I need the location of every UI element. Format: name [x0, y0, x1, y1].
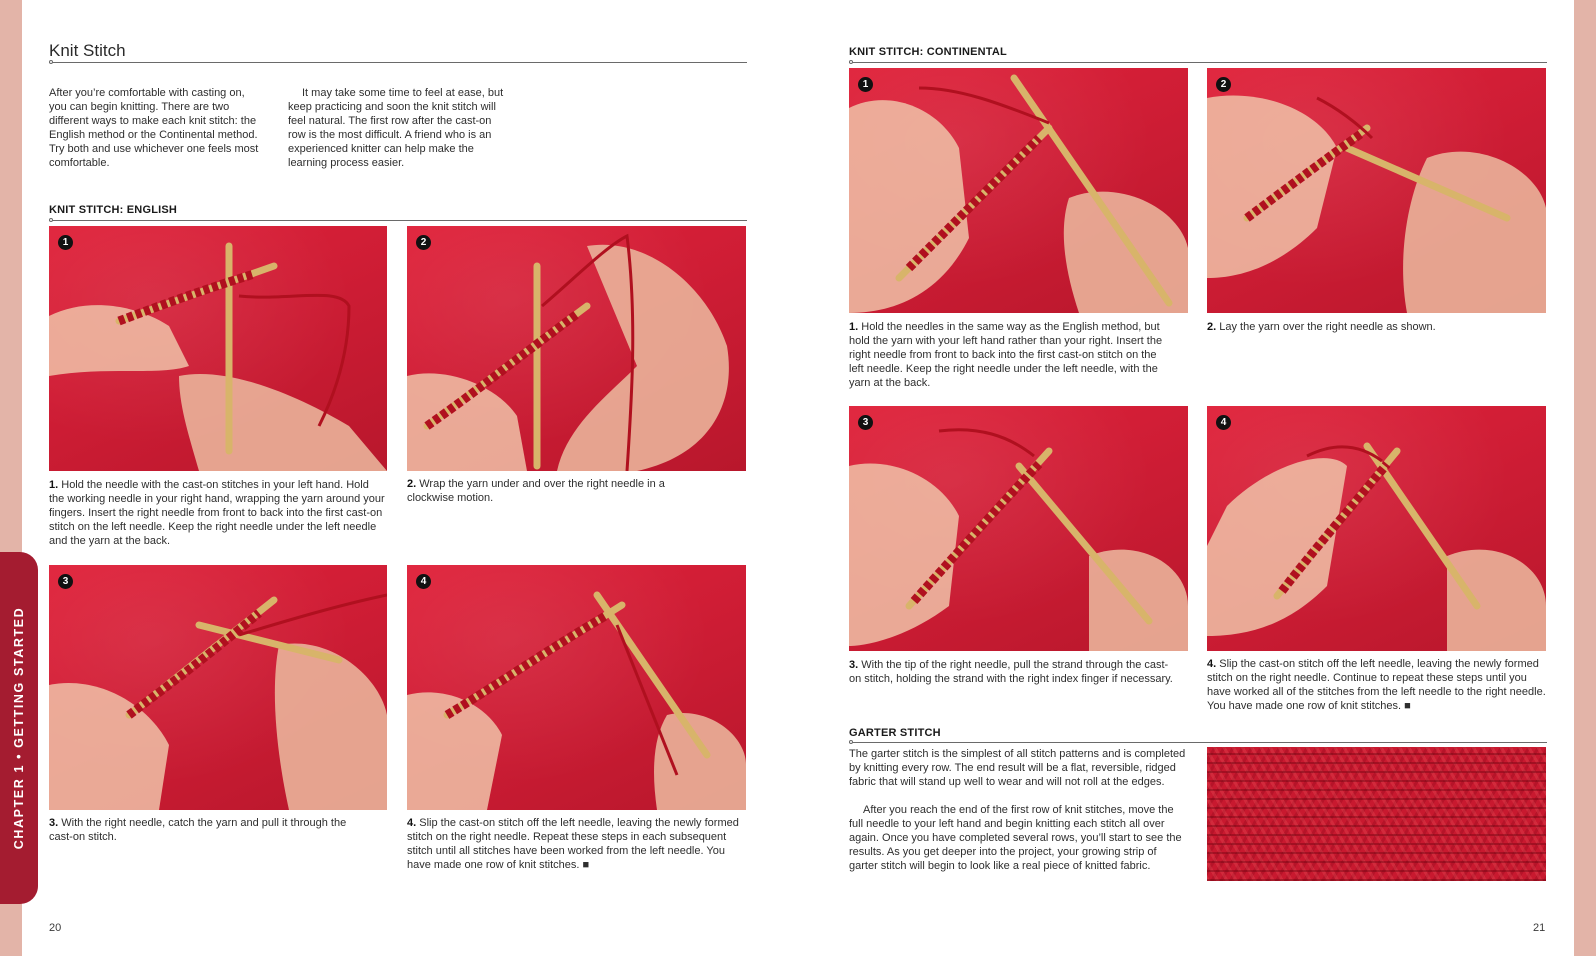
english-step-3-photo: [49, 565, 387, 810]
continental-section-heading: KNIT STITCH: CONTINENTAL: [849, 46, 1007, 58]
intro-column-2: It may take some time to feel at ease, but keep practicing and soon the knit stitch will feel natural. The first row after the cast-on row is the most difficult. A friend who is an experienced knitter can help make the learning process easier.: [288, 87, 504, 169]
page-title: Knit Stitch: [49, 41, 126, 60]
step-text: Slip the cast-on stitch off the left needle, leaving the newly formed stitch on the right needle. Repeat these steps in each subsequent stitch until all stitches have been worked from the left needle. You have made one row of knit stitches. ■: [407, 817, 739, 871]
continental-step-1-caption: [849, 320, 1169, 390]
knitting-hands-illustration: [1207, 68, 1546, 313]
step-badge: 3: [858, 415, 873, 430]
right-page-edge: [1574, 0, 1596, 956]
english-section-heading: KNIT STITCH: ENGLISH: [49, 204, 178, 216]
title-rule: [49, 62, 747, 63]
knitting-hands-illustration: [407, 565, 746, 810]
garter-section-rule: [849, 742, 1547, 743]
garter-stitch-swatch-photo: [1207, 747, 1546, 881]
knitting-hands-illustration: [407, 226, 746, 471]
english-step-1-caption: [49, 478, 387, 548]
step-text: Wrap the yarn under and over the right needle in a clockwise motion.: [407, 478, 665, 504]
step-text: Slip the cast-on stitch off the left needle, leaving the newly formed stitch on the right needle. Continue to repeat these steps until you have worked all of the stitches from the left needle to the right needle. You have made one row of knit stitches. ■: [1207, 658, 1546, 712]
knitting-hands-illustration: [49, 226, 387, 471]
page-number-left: 20: [49, 922, 62, 934]
english-step-1-photo: [49, 226, 387, 471]
english-step-2-caption: [407, 477, 702, 505]
step-number: 1.: [849, 321, 859, 333]
step-badge: 1: [858, 77, 873, 92]
step-badge: 4: [416, 574, 431, 589]
page-number-right: 21: [1533, 922, 1546, 934]
step-badge: 3: [58, 574, 73, 589]
continental-step-4-photo: [1207, 406, 1546, 651]
step-number: 3.: [849, 659, 859, 671]
step-badge: 4: [1216, 415, 1231, 430]
step-number: 2.: [407, 478, 417, 490]
step-number: 4.: [1207, 658, 1217, 670]
garter-paragraph-2: After you reach the end of the first row of knit stitches, move the full needle to your left hand and begin knitting each stitch all over again. Once you have completed several rows, you’ll start to see the results. As you get deeper into the project, your growing strip of garter stitch will begin to look like a real piece of knitted fabric.: [849, 804, 1182, 872]
intro-column-1: After you’re comfortable with casting on, you can begin knitting. There are two different ways to make each knit stitch: the English method or the Continental method. Try both and use whichever one feels most comfortable.: [49, 87, 259, 169]
knitting-hands-illustration: [1207, 406, 1546, 651]
english-section-rule: [49, 220, 747, 221]
chapter-tab: [0, 552, 38, 904]
knitting-hands-illustration: [849, 68, 1188, 313]
step-text: Hold the needle with the cast-on stitches in your left hand. Hold the working needle in your right hand, wrapping the yarn around your fingers. Insert the right needle from front to back into the first cast-on stitch on the left needle. Keep the right needle under the left needle and the yarn at the back.: [49, 479, 385, 547]
garter-section-heading: GARTER STITCH: [849, 727, 941, 739]
continental-step-2-caption: [1207, 320, 1546, 334]
english-step-2-photo: [407, 226, 746, 471]
step-number: 3.: [49, 817, 59, 829]
knitting-hands-illustration: [49, 565, 387, 810]
step-text: Hold the needles in the same way as the English method, but hold the yarn with your left hand rather than your right. Insert the right needle from front to back into the first cast-on stitch on the left needle. Keep the right needle under the left needle, with the yarn at the back.: [849, 321, 1163, 389]
continental-step-3-caption: [849, 658, 1179, 686]
chapter-tab-label: CHAPTER 1 • GETTING STARTED: [12, 606, 26, 850]
continental-step-3-photo: [849, 406, 1188, 651]
step-number: 4.: [407, 817, 417, 829]
step-number: 1.: [49, 479, 59, 491]
step-text: Lay the yarn over the right needle as shown.: [1219, 321, 1436, 333]
continental-step-4-caption: [1207, 657, 1546, 713]
continental-section-rule: [849, 62, 1547, 63]
step-text: With the tip of the right needle, pull the strand through the cast-on stitch, holding the strand with the right index finger if necessary.: [849, 659, 1173, 685]
garter-paragraph-1: The garter stitch is the simplest of all stitch patterns and is completed by knitting every row. The end result will be a flat, reversible, ridged fabric that will stand up well to wear and will not roll at the edges.: [849, 748, 1186, 788]
english-step-4-photo: [407, 565, 746, 810]
english-step-3-caption: [49, 816, 369, 844]
step-number: 2.: [1207, 321, 1217, 333]
english-step-4-caption: [407, 816, 746, 872]
step-text: With the right needle, catch the yarn and pull it through the cast-on stitch.: [49, 817, 347, 843]
knitting-hands-illustration: [849, 406, 1188, 651]
step-badge: 2: [416, 235, 431, 250]
continental-step-1-photo: [849, 68, 1188, 313]
step-badge: 2: [1216, 77, 1231, 92]
step-badge: 1: [58, 235, 73, 250]
continental-step-2-photo: [1207, 68, 1546, 313]
